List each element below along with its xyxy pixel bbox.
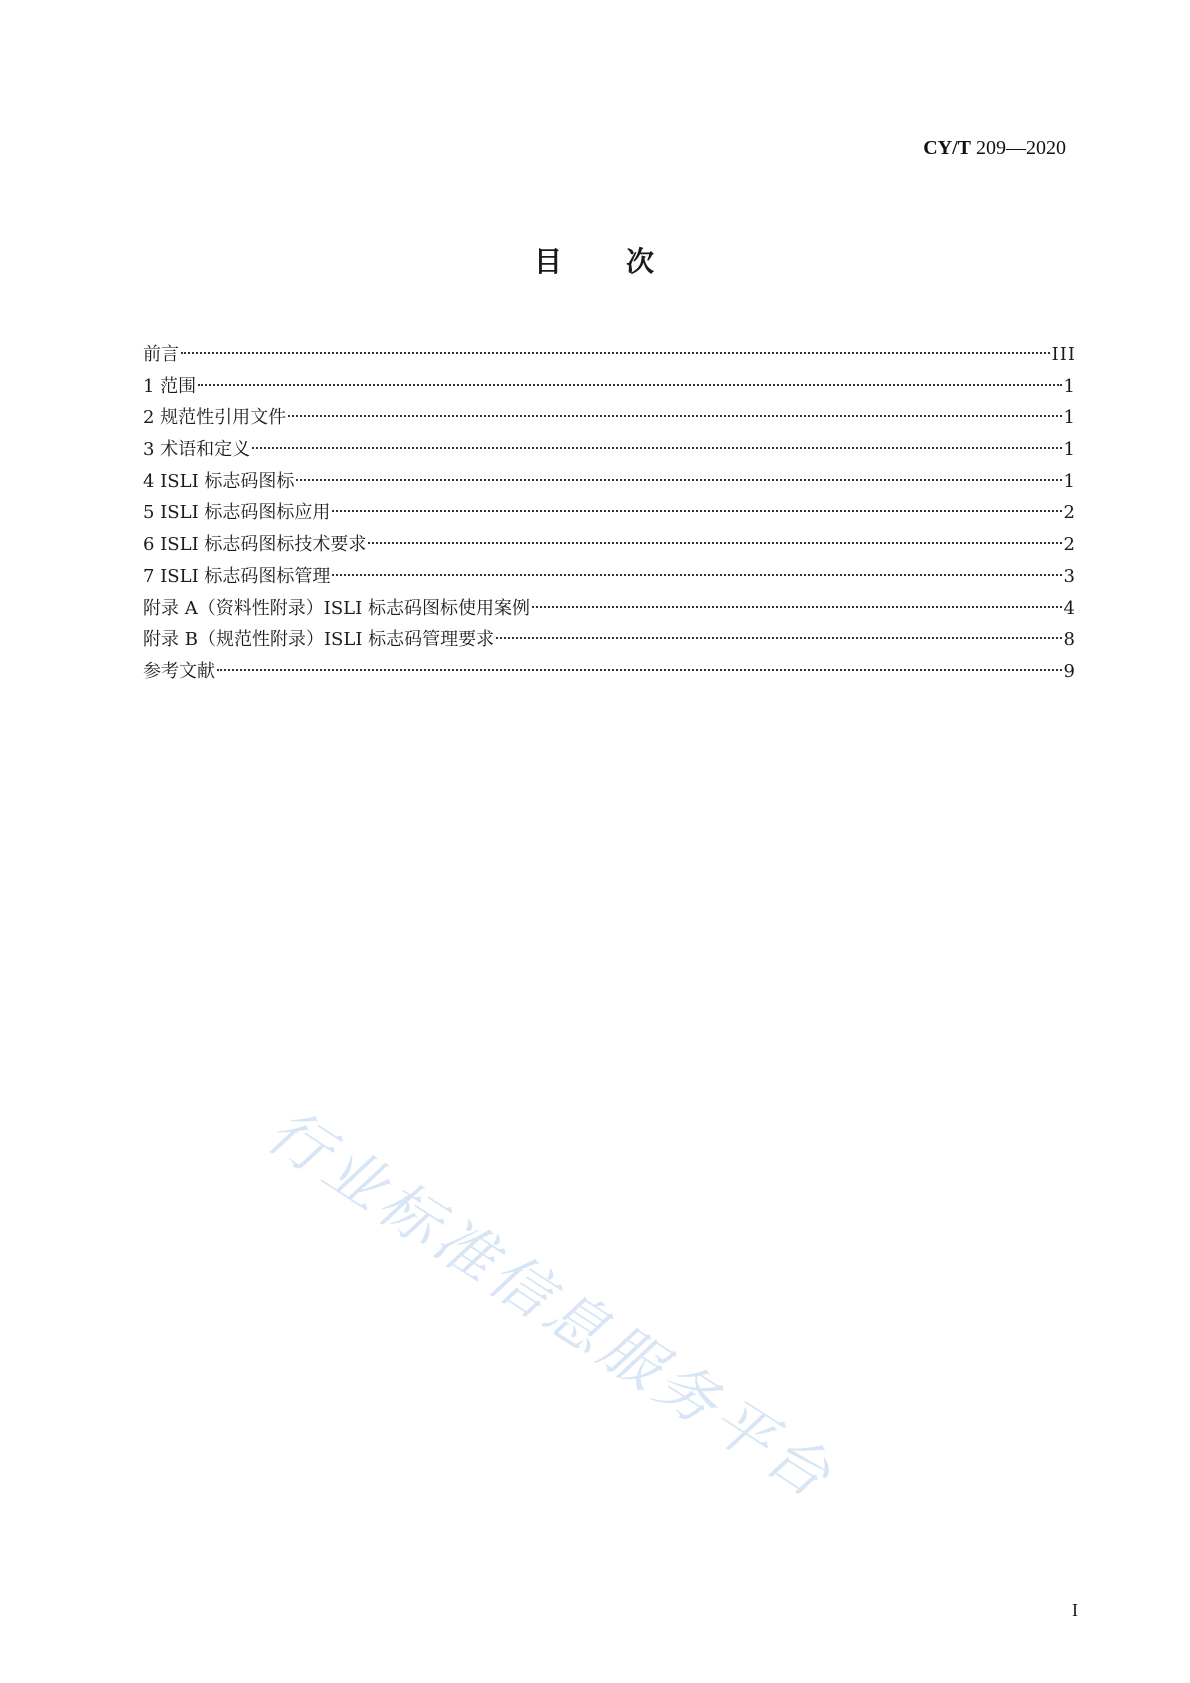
toc-entry-page: 1 <box>1063 470 1076 492</box>
toc-title-char-1: 目 <box>533 245 564 278</box>
toc-entry-appendix-a[interactable] <box>143 593 1076 625</box>
toc-entry-label: 附录 B（规范性附录）ISLI 标志码管理要求 <box>143 629 495 651</box>
toc-dot-leader <box>288 415 1061 417</box>
toc-entry-label: 5 ISLI 标志码图标应用 <box>143 502 331 524</box>
toc-entry-label: 前言 <box>143 344 179 365</box>
toc-dot-leader <box>217 669 1062 671</box>
toc-entry-label: 3 术语和定义 <box>143 439 251 461</box>
toc-dot-leader <box>496 637 1061 639</box>
page-number: I <box>1072 1600 1078 1620</box>
toc-entry-label: 参考文献 <box>143 660 215 682</box>
toc-entry-terms-definitions[interactable] <box>143 434 1076 466</box>
watermark: 行业标准信息服务平台 <box>254 1095 847 1515</box>
toc-entry-isli-icon-application[interactable] <box>143 497 1076 529</box>
toc-dot-leader <box>198 384 1061 386</box>
standard-code-number: 209—2020 <box>971 137 1066 159</box>
toc-entry-page: 1 <box>1063 407 1076 429</box>
toc-title <box>0 240 1190 280</box>
toc-title-char-2: 次 <box>626 245 657 278</box>
toc-dot-leader <box>252 447 1061 449</box>
toc-entry-label: 4 ISLI 标志码图标 <box>143 470 295 492</box>
toc-entry-page: 2 <box>1063 534 1076 556</box>
toc-entry-isli-icon[interactable] <box>143 466 1076 498</box>
toc-dot-leader <box>368 542 1061 544</box>
toc-entry-page: 1 <box>1063 439 1076 461</box>
toc-dot-leader <box>296 479 1061 481</box>
toc-entry-label: 6 ISLI 标志码图标技术要求 <box>143 534 367 556</box>
toc-entry-label: 附录 A（资料性附录）ISLI 标志码图标使用案例 <box>143 597 530 619</box>
toc-entry-appendix-b[interactable] <box>143 624 1076 656</box>
toc-entry-isli-icon-technical-requirements[interactable] <box>143 529 1076 561</box>
standard-code <box>923 137 1066 160</box>
toc-entry-label: 1 范围 <box>143 375 197 397</box>
toc-entry-label: 7 ISLI 标志码图标管理 <box>143 565 331 587</box>
toc-dot-leader <box>332 574 1061 576</box>
toc-entry-page: 9 <box>1063 660 1076 682</box>
toc-list <box>143 339 1076 688</box>
toc-entry-page: 1 <box>1063 375 1076 397</box>
toc-entry-isli-icon-management[interactable] <box>143 561 1076 593</box>
toc-dot-leader <box>532 606 1062 608</box>
toc-entry-page: 2 <box>1063 502 1076 524</box>
standard-code-prefix: CY/T <box>923 137 971 159</box>
toc-entry-page: 8 <box>1063 629 1076 651</box>
toc-entry-label: 2 规范性引用文件 <box>143 407 287 429</box>
toc-entry-page: 3 <box>1063 565 1076 587</box>
toc-entry-scope[interactable] <box>143 371 1076 403</box>
toc-entry-foreword[interactable] <box>143 339 1076 371</box>
toc-entry-page: III <box>1051 344 1076 365</box>
toc-dot-leader <box>181 352 1050 354</box>
toc-entry-bibliography[interactable] <box>143 656 1076 688</box>
toc-entry-normative-references[interactable] <box>143 402 1076 434</box>
toc-dot-leader <box>332 510 1061 512</box>
toc-entry-page: 4 <box>1063 597 1076 619</box>
